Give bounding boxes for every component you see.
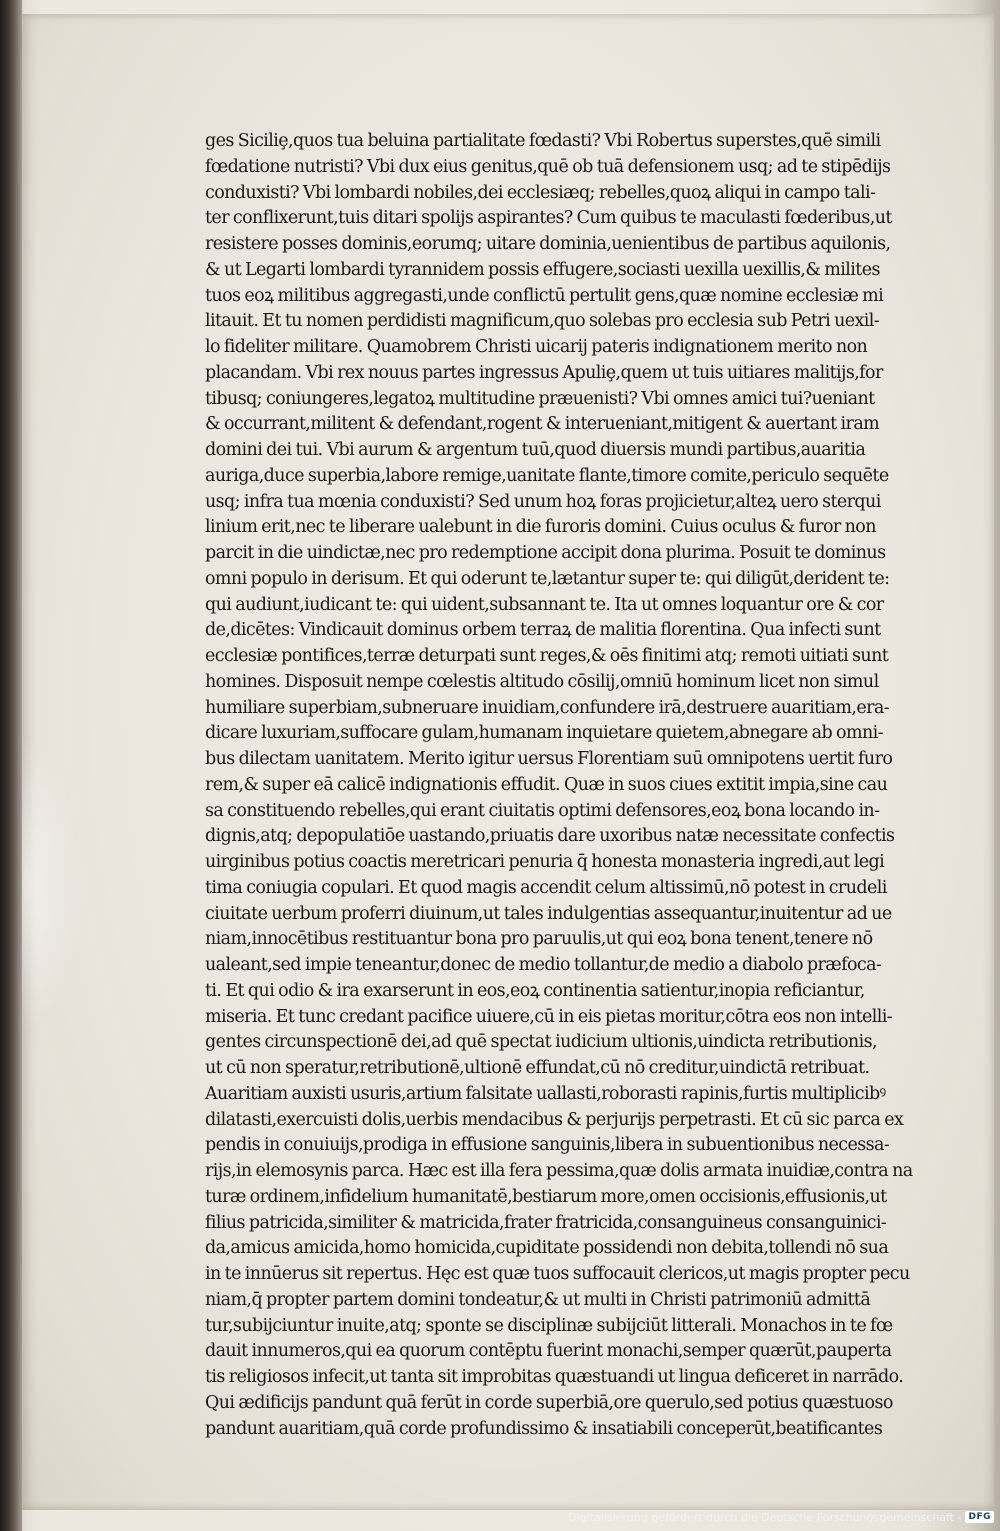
text-line: ecclesiæ pontifices,terræ deturpati sunt reges,& oēs finitimi atq; remoti uitiati sunt [205,646,889,666]
text-line: ciuitate uerbum proferri diuinum,ut tales indulgentias assequantur,inuitentur ad ue [205,903,892,924]
text-line: auriga,duce superbia,labore remige,uanitate flante,timore comite,periculo sequēte [205,465,889,486]
book-binding-edge [0,0,22,1531]
text-line: qui audiunt,iudicant te: qui uident,subsannant te. Ita ut omnes loquantur ore & cor [205,594,884,615]
text-line: tibusq; coniungeres,legatoꝝ multitudine præuenisti? Vbi omnes amici tui?ueniant [205,388,875,409]
text-line: Qui ædificijs pandunt quā ferūt in corde superbiā,ore querulo,sed potius quæstuoso [205,1392,893,1413]
text-line: sa constituendo rebelles,qui erant ciuitatis optimi defensores,eoꝝ bona locando in- [205,800,880,821]
text-line: domini dei tui. Vbi aurum & argentum tuū,quod diuersis mundi partibus,auaritia [205,440,866,460]
text-line: tis religiosos infecit,ut tanta sit improbitas quæstuandi ut lingua deficeret in narrādo. [205,1367,904,1387]
text-line: & occurrant,militent & defendant,rogent & interueniant,mitigent & auertant iram [205,414,880,435]
text-line: pandunt auaritiam,quā corde profundissimo & insatiabili conceperūt,beatificantes [205,1418,883,1439]
text-line: lo fideliter militare. Quamobrem Christi uicarij pateris indignationem merito non [205,337,868,357]
text-line: gentes circunspectionē dei,ad quē spectat iudicium ultionis,uindicta retributionis, [205,1032,877,1053]
text-line: ter conflixerunt,tuis ditari spolijs aspirantes? Cum quibus te maculasti fœderibus,ut [205,208,892,229]
text-line: ges Siciliȩ,quos tua beluina partialitate fœdasti? Vbi Robertus superstes,quē simili [205,131,881,151]
text-line: ti. Et qui odio & ira exarserunt in eos,eoꝝ continentia satientur,inopia reficiantur, [205,980,865,1001]
text-line: parcit in die uindictæ,nec pro redemptione accipit dona plurima. Posuit te dominus [205,543,886,563]
text-line: homines. Disposuit nempe cœlestis altitudo cōsilij,omniū hominum licet non simul [205,671,879,692]
text-line: conduxisti? Vbi lombardi nobiles,dei ecclesiæq; rebelles,quoꝝ aliqui in campo tali- [205,182,876,203]
text-line: litauit. Et tu nomen perdidisti magnificum,quo solebas pro ecclesia sub Petri uexil- [205,311,880,332]
text-line: dauit innumeros,qui ea quorum contēptu fuerint monachi,semper quærūt,pauperta [205,1341,892,1362]
text-line: ualeant,sed impie teneantur,donec de medio tollantur,de medio a diabolo præfoca- [205,955,882,975]
text-line: pendis in conuiuijs,prodiga in effusione sanguinis,libera in subuentionibus necessa- [205,1135,890,1156]
text-line: tur,subijciuntur inuite,atq; sponte se disciplinæ subijciūt litterali. Monachos in te fœ [205,1315,893,1336]
text-line: uirginibus potius coactis meretricari penuria q̄ honesta monasteria ingredi,aut legi [205,852,885,872]
text-line: de,dicētes: Vindicauit dominus orbem terraꝝ de malitia florentina. Qua infecti sunt [205,620,881,641]
text-line: linium erit,nec te liberare ualebunt in die furoris domini. Cuius oculus & furor non [205,517,876,538]
text-line: da,amicus amicida,homo homicida,cupiditate possidendi non debita,tollendi nō sua [205,1238,889,1259]
text-line: dicare luxuriam,suffocare gulam,humanam inquietare quietem,abnegare ab omni- [205,723,883,744]
text-line: dilatasti,exercuisti dolis,uerbis mendacibus & perjurijs perpetrasti. Et cū sic parca ex [205,1109,904,1130]
dfg-logo: DFG [965,1511,994,1523]
text-line: usq; infra tua mœnia conduxisti? Sed unum hoꝝ foras projicietur,alteꝝ uero sterqui [205,491,881,512]
text-line: niam,q̄ propter partem domini tondeatur,& ut multi in Christi patrimoniū admittā [205,1289,871,1310]
text-line: ut cū non speratur,retributionē,ultionē effundat,cū nō creditur,uindictā retribuat. [205,1058,870,1078]
text-line: rijs,in elemosynis parca. Hæc est illa fera pessima,quæ dolis armata inuidiæ,contra na [205,1161,913,1181]
text-line: filius patricida,similiter & matricida,frater fratricida,consanguineus consanguinici- [205,1212,887,1233]
text-line: resistere posses dominis,eorumq; uitare dominia,uenientibus de partibus aquilonis, [205,234,891,254]
text-line: turæ ordinem,infidelium humanitatē,bestiarum more,omen occisionis,effusionis,ut [205,1186,887,1207]
text-line: & ut Legarti lombardi tyrannidem possis effugere,sociasti uexilla uexillis,& milites [205,259,880,280]
text-line: bus dilectam uanitatem. Merito igitur uersus Florentiam suū omnipotens uertit furo [205,749,893,769]
text-line: placandam. Vbi rex nouus partes ingressus Apuliȩ,quem ut tuis uitiares malitijs,for [205,362,883,383]
text-line: fœdatione nutristi? Vbi dux eius genitus,quē ob tuā defensionem usq; ad te stipēdijs [205,156,891,177]
text-line: niam,innocētibus restituantur bona pro paruulis,ut qui eoꝝ bona tenent,tenere nō [205,929,873,950]
body-text-block [205,129,920,1442]
text-line: humiliare superbiam,subneruare inuidiam,confundere irā,destruere auaritiam,era- [205,697,890,718]
text-line: dignis,atq; depopulatiōe uastando,priuatis dare uxoribus natæ necessitate confectis [205,826,895,847]
digitization-credit [568,1507,994,1527]
paper-clip-reflection [22,734,82,1034]
text-line: rem,& super eā calicē indignationis effudit. Quæ in suos ciues extitit impia,sine cau [205,774,888,795]
text-line: in te innūerus sit repertus. Hęc est quæ tuos suffocauit clericos,ut magis propter pecu [205,1264,910,1284]
text-line: tuos eoꝝ militibus aggregasti,unde conflictū pertulit gens,quæ nomine ecclesiæ mi [205,285,884,306]
text-line: miseria. Et tunc credant pacifice uiuere,cū in eis pietas moritur,cōtra eos non intelli- [205,1006,893,1027]
text-line: tima coniugia copulari. Et quod magis accendit celum altissimū,nō potest in crudeli [205,877,887,898]
text-line: Auaritiam auxisti usuris,artium falsitate uallasti,roborasti rapinis,furtis multiplicibꝰ [205,1083,886,1104]
text-line: omni populo in derisum. Et qui oderunt te,lætantur super te: qui diligūt,derident te: [205,568,890,589]
credit-text: Digitalisierung gefördert durch die Deutsche Forschungsgemeinschaft - [568,1510,962,1524]
